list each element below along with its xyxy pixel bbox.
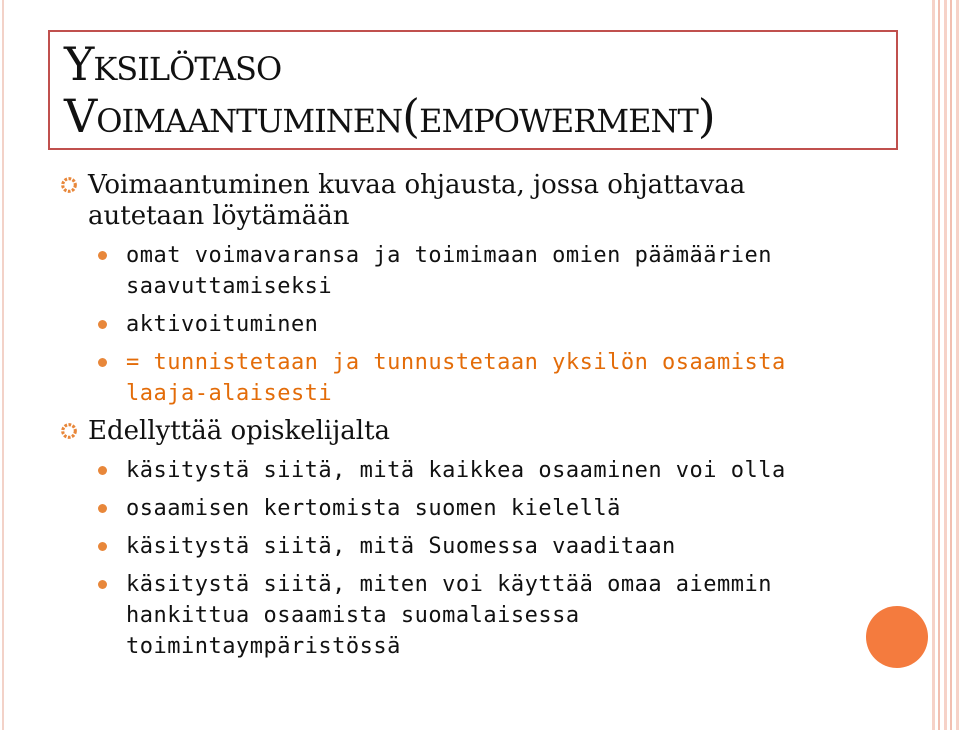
list-item — [62, 493, 862, 524]
list-item-text: käsitystä siitä, mitä Suomessa vaaditaan — [126, 534, 676, 559]
decor-circle — [866, 606, 928, 668]
section-heading-text: Voimaantuminen kuvaa ohjausta, jossa ohjattavaa autetaan löytämään — [88, 170, 746, 231]
title-line-1: Yksilötaso — [64, 37, 282, 91]
slide-content — [62, 170, 862, 669]
dot-bullet-icon — [98, 251, 107, 260]
list-item — [62, 240, 862, 302]
list-item — [62, 455, 862, 486]
right-decor-stripes — [932, 0, 960, 730]
list-item — [62, 569, 862, 662]
gear-bullet-icon — [60, 422, 78, 440]
list-item-text-highlight: = tunnistetaan ja tunnustetaan yksilön osaamista laaja-alaisesti — [126, 350, 786, 406]
dot-bullet-icon — [98, 320, 107, 329]
dot-bullet-icon — [98, 358, 107, 367]
title-line-2: Voimaantuminen(empowerment) — [64, 89, 715, 143]
list-item-text: omat voimavaransa ja toimimaan omien päämäärien saavuttamiseksi — [126, 243, 773, 299]
list-item-text: käsitystä siitä, mitä kaikkea osaaminen voi olla — [126, 458, 786, 483]
section-heading-2 — [62, 416, 862, 447]
dot-bullet-icon — [98, 466, 107, 475]
section-heading-text: Edellyttää opiskelijalta — [88, 416, 391, 446]
dot-bullet-icon — [98, 542, 107, 551]
list-item-text: aktivoituminen — [126, 312, 319, 337]
list-item — [62, 309, 862, 340]
list-item-text: käsitystä siitä, miten voi käyttää omaa aiemmin hankittua osaamista suomalaisessa toimintaympäristössä — [126, 572, 773, 659]
list-item — [62, 531, 862, 562]
list-item-text: osaamisen kertomista suomen kielellä — [126, 496, 621, 521]
section-heading-1 — [62, 170, 862, 232]
list-item — [62, 347, 862, 409]
left-decor-line — [2, 0, 4, 730]
title-box — [48, 30, 898, 150]
gear-bullet-icon — [60, 176, 78, 194]
dot-bullet-icon — [98, 580, 107, 589]
dot-bullet-icon — [98, 504, 107, 513]
